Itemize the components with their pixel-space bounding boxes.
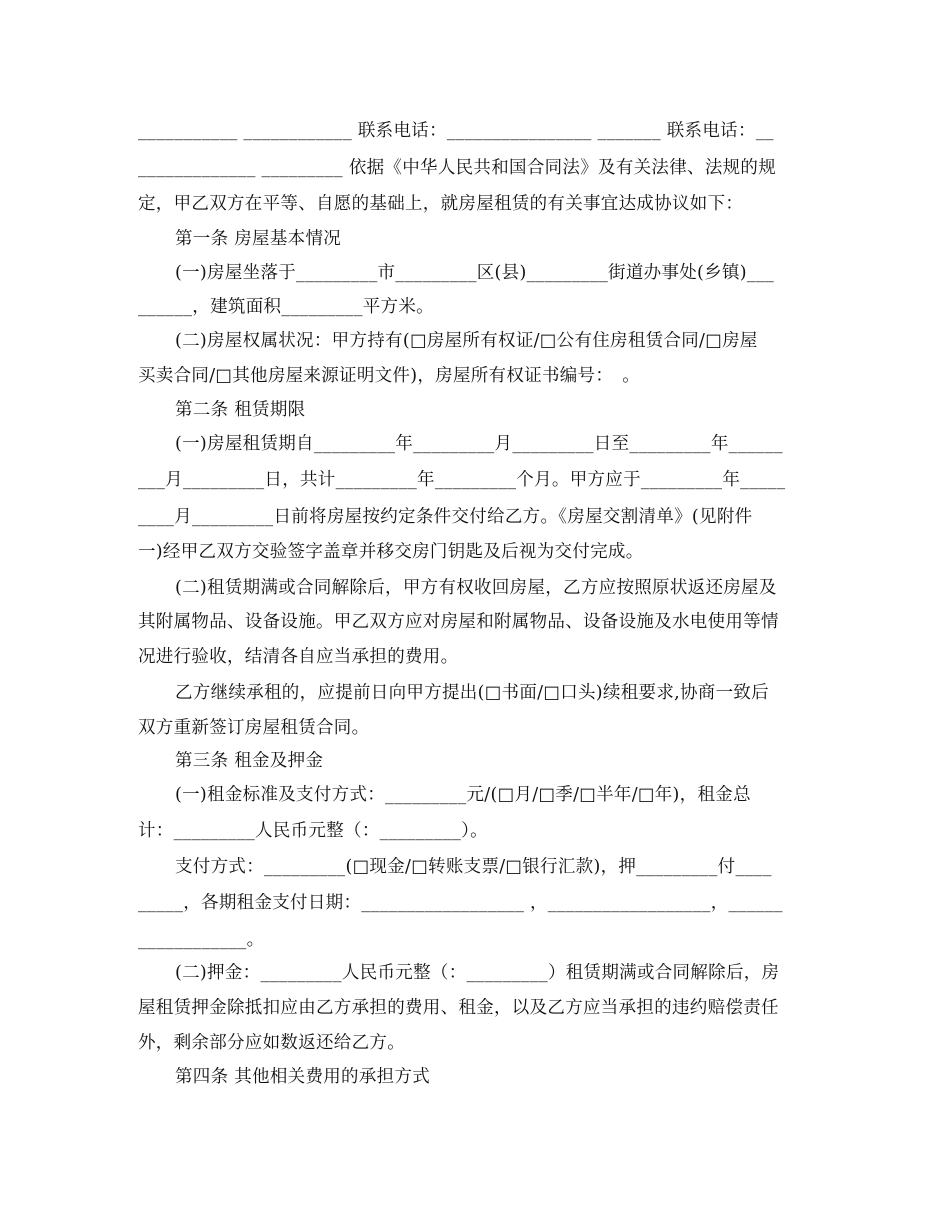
section-heading: 第四条 其他相关费用的承担方式: [175, 1067, 431, 1087]
contract-line: (二)房屋权属状况：甲方持有(□房屋所有权证/□公有住房租赁合同/□房屋: [175, 331, 758, 351]
contract-line: (一)房屋租赁期自_________年_________月_________日至_________年______: [175, 434, 783, 454]
section-heading: 第一条 房屋基本情况: [175, 229, 342, 249]
section-heading: 第三条 租金及押金: [175, 751, 324, 771]
contract-line: ___________ ____________ 联系电话：________________ _______ 联系电话：__: [138, 121, 774, 141]
contract-line: (二)租赁期满或合同解除后，甲方有权收回房屋，乙方应按照原状返还房屋及: [175, 578, 777, 598]
contract-line: (一)房屋坐落于_________市_________区(县)_________街道办事处(乡镇)___: [175, 263, 775, 283]
contract-line: 支付方式：_________(□现金/□转账支票/□银行汇款)，押_________付____: [175, 857, 772, 877]
contract-line: 屋租赁押金除抵扣应由乙方承担的费用、租金，以及乙方应当承担的违约赔偿责任: [138, 998, 779, 1018]
contract-line: 外，剩余部分应如数返还给乙方。: [138, 1033, 405, 1053]
contract-line: 双方重新签订房屋租赁合同。: [138, 718, 370, 738]
contract-line: 乙方继续承租的，应提前日向甲方提出(□书面/□口头)续租要求,协商一致后: [175, 683, 769, 703]
contract-line: _____，各期租金支付日期：__________________ ，__________________，______: [138, 893, 783, 913]
contract-line: ____________。: [138, 930, 265, 950]
contract-line: (一)租金标准及支付方式：_________元/(□月/□季/□半年/□年)，租金总: [175, 785, 751, 805]
contract-line: 其附属物品、设备设施。甲乙双方应对房屋和附属物品、设备设施及水电使用等情: [138, 612, 779, 632]
contract-line: (二)押金：_________人民币元整（：_________）租赁期满或合同解除后，房: [175, 963, 780, 983]
contract-line: _____________ _________ 依据《中华人民共和国合同法》及有关法律、法规的规: [138, 158, 777, 178]
contract-line: ______，建筑面积_________平方米。: [138, 297, 434, 317]
contract-line: 一)经甲乙双方交验签字盖章并移交房门钥匙及后视为交付完成。: [138, 542, 644, 562]
contract-line: 况进行验收，结清各自应当承担的费用。: [138, 647, 459, 667]
contract-line: ___月_________日，共计_________年_________个月。甲方应于_________年_____: [138, 470, 786, 490]
contract-line: ____月_________日前将房屋按约定条件交付给乙方。《房屋交割清单》(见附件: [138, 507, 753, 527]
section-heading: 第二条 租赁期限: [175, 400, 306, 420]
contract-line: 买卖合同/□其他房屋来源证明文件)，房屋所有权证书编号： 。: [138, 366, 641, 386]
contract-line: 计：_________人民币元整（：_________）。: [138, 821, 488, 841]
contract-line: 定，甲乙双方在平等、自愿的基础上，就房屋租赁的有关事宜达成协议如下：: [138, 194, 744, 214]
